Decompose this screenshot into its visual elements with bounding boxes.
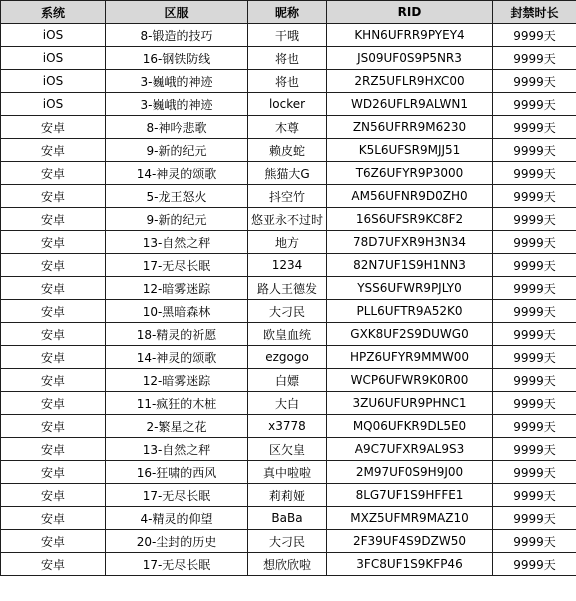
cell-server: 13-自然之秤: [106, 438, 248, 461]
cell-system: iOS: [1, 70, 106, 93]
cell-server: 8-神吟悲歌: [106, 116, 248, 139]
cell-ban-duration: 9999天: [493, 231, 576, 254]
cell-ban-duration: 9999天: [493, 300, 576, 323]
cell-nickname: 想欣欣啦: [248, 553, 327, 576]
cell-nickname: 莉莉娅: [248, 484, 327, 507]
cell-server: 9-新的纪元: [106, 208, 248, 231]
cell-rid: ZN56UFRR9M6230: [327, 116, 493, 139]
cell-system: 安卓: [1, 185, 106, 208]
cell-nickname: 赖皮蛇: [248, 139, 327, 162]
cell-server: 17-无尽长眠: [106, 553, 248, 576]
cell-ban-duration: 9999天: [493, 47, 576, 70]
cell-server: 2-繁星之花: [106, 415, 248, 438]
cell-system: iOS: [1, 24, 106, 47]
cell-ban-duration: 9999天: [493, 277, 576, 300]
cell-system: 安卓: [1, 438, 106, 461]
cell-server: 13-自然之秤: [106, 231, 248, 254]
header-system: 系统: [1, 1, 106, 24]
cell-nickname: 木尊: [248, 116, 327, 139]
cell-system: 安卓: [1, 415, 106, 438]
cell-ban-duration: 9999天: [493, 116, 576, 139]
cell-ban-duration: 9999天: [493, 392, 576, 415]
cell-nickname: BaBa: [248, 507, 327, 530]
table-row: [1, 185, 576, 208]
cell-rid: 3FC8UF1S9KFP46: [327, 553, 493, 576]
cell-rid: AM56UFNR9D0ZH0: [327, 185, 493, 208]
cell-ban-duration: 9999天: [493, 484, 576, 507]
table-row: [1, 415, 576, 438]
cell-system: 安卓: [1, 392, 106, 415]
header-rid: RID: [327, 1, 493, 24]
cell-nickname: 悠亚永不过时: [248, 208, 327, 231]
cell-server: 9-新的纪元: [106, 139, 248, 162]
cell-rid: 16S6UFSR9KC8F2: [327, 208, 493, 231]
cell-server: 4-精灵的仰望: [106, 507, 248, 530]
table-row: [1, 369, 576, 392]
cell-server: 10-黑暗森林: [106, 300, 248, 323]
cell-system: 安卓: [1, 116, 106, 139]
table-row: [1, 553, 576, 576]
table-row: [1, 162, 576, 185]
cell-system: 安卓: [1, 139, 106, 162]
cell-rid: WCP6UFWR9K0R00: [327, 369, 493, 392]
cell-nickname: 地方: [248, 231, 327, 254]
cell-ban-duration: 9999天: [493, 507, 576, 530]
table-row: [1, 507, 576, 530]
table-row: [1, 139, 576, 162]
cell-system: 安卓: [1, 530, 106, 553]
cell-system: 安卓: [1, 369, 106, 392]
cell-nickname: 干哦: [248, 24, 327, 47]
cell-nickname: 白嫖: [248, 369, 327, 392]
cell-nickname: 路人王德发: [248, 277, 327, 300]
cell-rid: JS09UF0S9P5NR3: [327, 47, 493, 70]
table-row: [1, 300, 576, 323]
cell-ban-duration: 9999天: [493, 461, 576, 484]
cell-system: iOS: [1, 93, 106, 116]
cell-ban-duration: 9999天: [493, 93, 576, 116]
cell-ban-duration: 9999天: [493, 24, 576, 47]
cell-server: 11-疯狂的木桩: [106, 392, 248, 415]
table-row: [1, 461, 576, 484]
cell-system: 安卓: [1, 484, 106, 507]
cell-rid: K5L6UFSR9MJJ51: [327, 139, 493, 162]
cell-rid: MXZ5UFMR9MAZ10: [327, 507, 493, 530]
cell-ban-duration: 9999天: [493, 162, 576, 185]
cell-nickname: 真中啦啦: [248, 461, 327, 484]
cell-server: 8-锻造的技巧: [106, 24, 248, 47]
table-row: [1, 346, 576, 369]
cell-rid: 2M97UF0S9H9J00: [327, 461, 493, 484]
cell-system: 安卓: [1, 162, 106, 185]
table-row: [1, 530, 576, 553]
cell-ban-duration: 9999天: [493, 438, 576, 461]
cell-system: 安卓: [1, 254, 106, 277]
cell-rid: WD26UFLR9ALWN1: [327, 93, 493, 116]
table-row: [1, 24, 576, 47]
cell-nickname: locker: [248, 93, 327, 116]
cell-nickname: ezgogo: [248, 346, 327, 369]
cell-nickname: 将也: [248, 70, 327, 93]
cell-nickname: 欧皇血统: [248, 323, 327, 346]
cell-system: iOS: [1, 47, 106, 70]
cell-server: 20-尘封的历史: [106, 530, 248, 553]
cell-ban-duration: 9999天: [493, 553, 576, 576]
cell-nickname: 抖空竹: [248, 185, 327, 208]
header-row: [1, 1, 576, 24]
cell-rid: MQ06UFKR9DL5E0: [327, 415, 493, 438]
table-row: [1, 392, 576, 415]
cell-server: 17-无尽长眠: [106, 484, 248, 507]
table-row: [1, 254, 576, 277]
cell-rid: A9C7UFXR9AL9S3: [327, 438, 493, 461]
cell-ban-duration: 9999天: [493, 185, 576, 208]
cell-system: 安卓: [1, 461, 106, 484]
cell-rid: HPZ6UFYR9MMW00: [327, 346, 493, 369]
cell-rid: PLL6UFTR9A52K0: [327, 300, 493, 323]
cell-rid: 82N7UF1S9H1NN3: [327, 254, 493, 277]
table-row: [1, 47, 576, 70]
cell-system: 安卓: [1, 231, 106, 254]
cell-nickname: 将也: [248, 47, 327, 70]
header-server: 区服: [106, 1, 248, 24]
header-nickname: 昵称: [248, 1, 327, 24]
cell-rid: GXK8UF2S9DUWG0: [327, 323, 493, 346]
cell-system: 安卓: [1, 300, 106, 323]
cell-nickname: 区欠皇: [248, 438, 327, 461]
cell-server: 14-神灵的颂歌: [106, 346, 248, 369]
cell-ban-duration: 9999天: [493, 530, 576, 553]
cell-rid: 2RZ5UFLR9HXC00: [327, 70, 493, 93]
cell-rid: 2F39UF4S9DZW50: [327, 530, 493, 553]
cell-system: 安卓: [1, 277, 106, 300]
cell-server: 5-龙王怒火: [106, 185, 248, 208]
cell-server: 17-无尽长眠: [106, 254, 248, 277]
cell-rid: KHN6UFRR9PYEY4: [327, 24, 493, 47]
table-row: [1, 438, 576, 461]
cell-server: 16-钢铁防线: [106, 47, 248, 70]
cell-system: 安卓: [1, 346, 106, 369]
cell-system: 安卓: [1, 507, 106, 530]
table-row: [1, 323, 576, 346]
table-body: [1, 24, 576, 576]
cell-server: 14-神灵的颂歌: [106, 162, 248, 185]
cell-ban-duration: 9999天: [493, 139, 576, 162]
cell-ban-duration: 9999天: [493, 415, 576, 438]
cell-rid: 3ZU6UFUR9PHNC1: [327, 392, 493, 415]
cell-server: 16-狂啸的西风: [106, 461, 248, 484]
header-ban-duration: 封禁时长: [493, 1, 576, 24]
cell-rid: T6Z6UFYR9P3000: [327, 162, 493, 185]
cell-nickname: x3778: [248, 415, 327, 438]
cell-nickname: 1234: [248, 254, 327, 277]
table-row: [1, 208, 576, 231]
cell-server: 18-精灵的祈愿: [106, 323, 248, 346]
cell-ban-duration: 9999天: [493, 254, 576, 277]
table-row: [1, 70, 576, 93]
cell-system: 安卓: [1, 553, 106, 576]
cell-server: 3-巍峨的神迹: [106, 93, 248, 116]
cell-nickname: 大刁民: [248, 530, 327, 553]
cell-system: 安卓: [1, 323, 106, 346]
cell-server: 12-暗雾迷踪: [106, 277, 248, 300]
cell-nickname: 大白: [248, 392, 327, 415]
cell-ban-duration: 9999天: [493, 346, 576, 369]
cell-server: 3-巍峨的神迹: [106, 70, 248, 93]
table-row: [1, 277, 576, 300]
cell-ban-duration: 9999天: [493, 323, 576, 346]
cell-nickname: 大刁民: [248, 300, 327, 323]
cell-ban-duration: 9999天: [493, 369, 576, 392]
cell-server: 12-暗雾迷踪: [106, 369, 248, 392]
cell-rid: YSS6UFWR9PJLY0: [327, 277, 493, 300]
table-row: [1, 231, 576, 254]
cell-nickname: 熊猫大G: [248, 162, 327, 185]
table-row: [1, 116, 576, 139]
cell-ban-duration: 9999天: [493, 70, 576, 93]
cell-rid: 78D7UFXR9H3N34: [327, 231, 493, 254]
cell-rid: 8LG7UF1S9HFFE1: [327, 484, 493, 507]
table-header: [1, 1, 576, 24]
table-row: [1, 93, 576, 116]
cell-system: 安卓: [1, 208, 106, 231]
cell-ban-duration: 9999天: [493, 208, 576, 231]
table-row: [1, 484, 576, 507]
